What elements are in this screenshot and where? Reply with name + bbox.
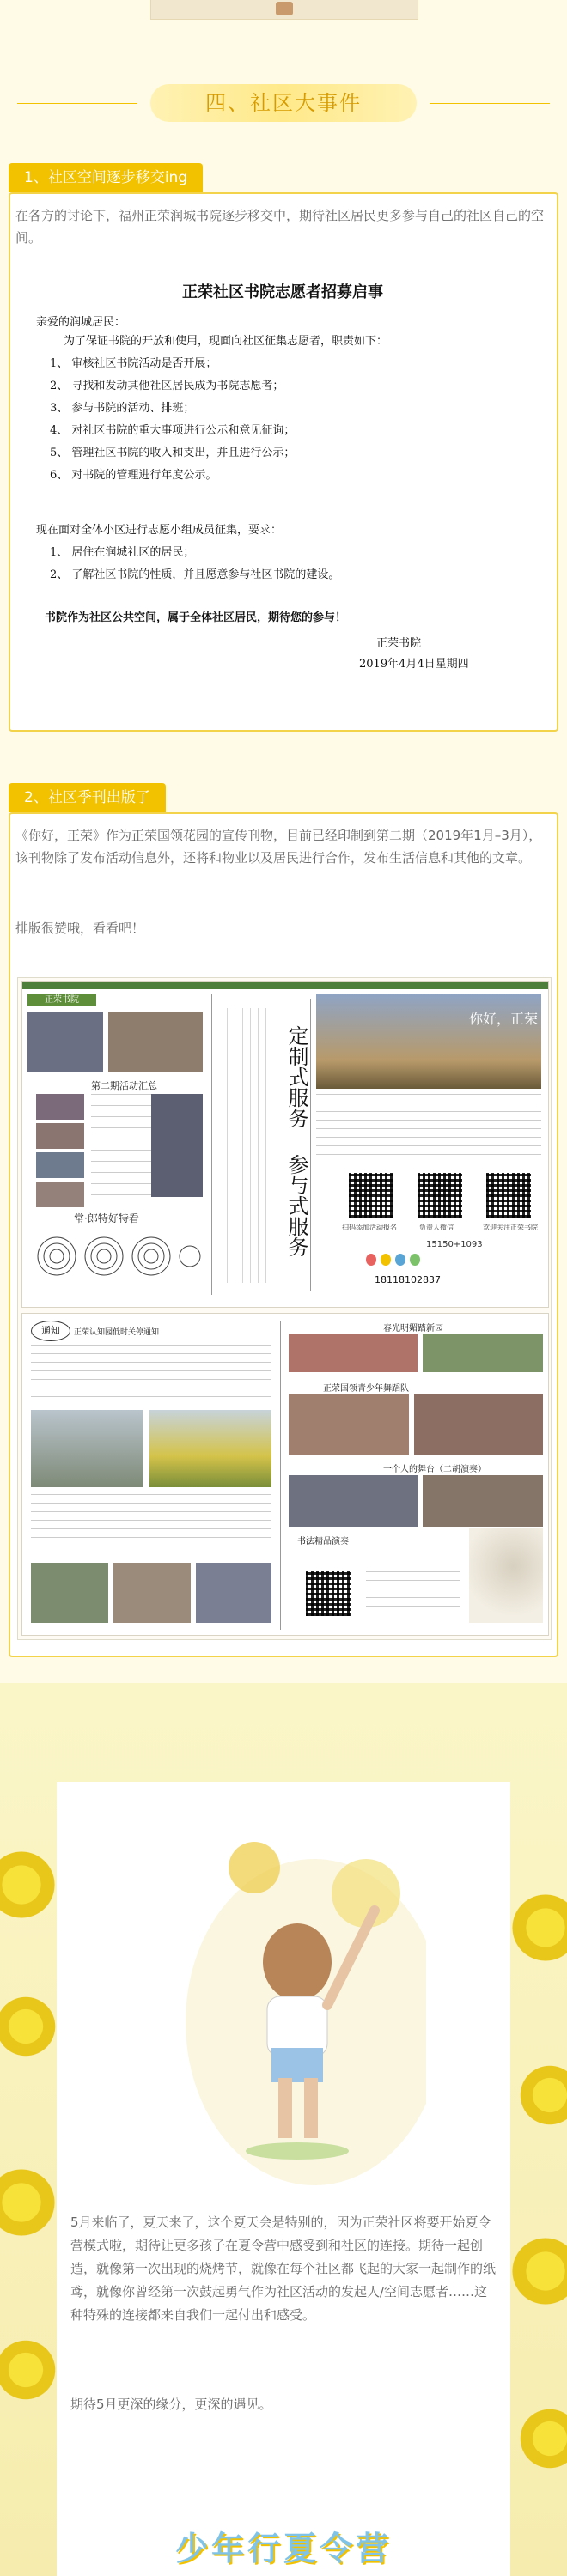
qr-code — [486, 1173, 531, 1218]
child-illustration — [143, 1816, 426, 2185]
image-fragment — [276, 2, 293, 15]
newsletter-photo — [423, 1475, 543, 1527]
intro-text-block — [316, 1094, 541, 1163]
notice-greeting: 亲爱的润城居民： — [36, 316, 126, 329]
newsletter-top-bar — [22, 982, 548, 989]
wishes-title: 常·郎特好特看 — [74, 1212, 139, 1224]
spiral-doodles — [31, 1226, 203, 1286]
notice-intro: 为了保证书院的开放和使用，现面向社区征集志愿者，职责如下： — [64, 335, 388, 348]
newsletter-photo — [289, 1475, 418, 1527]
rapeseed-photo — [149, 1410, 271, 1487]
header-divider-left — [17, 103, 137, 104]
activities-title: 第二期活动汇总 — [91, 1080, 157, 1091]
activity-thumb — [36, 1152, 84, 1178]
section-title: 四、社区大事件 — [150, 84, 417, 122]
section-header — [0, 77, 567, 129]
summer-camp-banner: 少年行夏令营 — [174, 2530, 392, 2567]
notice-duty: 3、 参与书院的活动、排班； — [50, 402, 195, 415]
reading-title: 一个人的舞台（二胡演奏） — [383, 1465, 486, 1474]
column-rule — [280, 1321, 281, 1630]
activity-thumb — [36, 1123, 84, 1149]
top-image-stub — [150, 0, 418, 20]
newsletter-photo — [151, 1094, 203, 1197]
vertical-title-2: 参与式服务 — [284, 1154, 308, 1257]
qr-code — [349, 1173, 393, 1218]
vertical-title-1: 定制式服务 — [284, 1025, 308, 1128]
qr-code — [306, 1571, 351, 1616]
sub2-paragraph: 《你好，正荣》作为正荣国领花园的宣传刊物，目前已经印制到第二期（2019年1月–3月），该刊物除了发布活动信息外，还将和物业以及居民进行合作，发布生活信息和其他的文章。 — [15, 828, 542, 866]
newsletter-photo — [113, 1563, 191, 1623]
notice-text-block — [31, 1345, 271, 1405]
notice-req: 2、 了解社区书院的性质，并且愿意参与社区书院的建设。 — [50, 568, 340, 581]
volunteer-notice — [15, 271, 550, 718]
subsection-tab-1: 1、社区空间逐步移交ing — [9, 163, 203, 192]
column-rule — [211, 994, 212, 1295]
qr-caption: 扫码添加活动报名 — [342, 1224, 397, 1231]
vertical-text-block — [220, 1008, 271, 1283]
activity-thumb — [36, 1094, 84, 1120]
notice-title: 正荣社区书院志愿者招募启事 — [182, 283, 383, 301]
newsletter-logo: 正荣书院 — [27, 994, 96, 1006]
phone-number-2: 15150+1093 — [426, 1240, 483, 1249]
newsletter-photo — [289, 1334, 418, 1372]
notice-req: 1、 居住在润城社区的居民； — [50, 546, 195, 559]
notice-duty: 4、 对社区书院的重大事项进行公示和意见征询； — [50, 424, 296, 437]
newsletter-photo — [289, 1394, 409, 1455]
notice-req-intro: 现在面对全体小区进行志愿小组成员征集，要求： — [36, 524, 283, 537]
newsletter-photo — [31, 1410, 143, 1487]
notice-duty: 6、 对书院的管理进行年度公示。 — [50, 469, 217, 482]
newsletter-photo — [108, 1012, 203, 1072]
balloons — [366, 1253, 469, 1265]
notice-date: 2019年4月4日星期四 — [359, 658, 469, 671]
books-title: 书法精品演奏 — [297, 1537, 349, 1546]
news-text-block — [31, 1494, 271, 1554]
subsection-tab-2: 2、社区季刊出版了 — [9, 783, 166, 812]
notice-duty: 1、 审核社区书院活动是否开展； — [50, 357, 217, 370]
notice-badge: 通知 — [31, 1321, 70, 1341]
dance-title: 正荣国领青少年舞蹈队 — [323, 1384, 409, 1394]
qr-code — [418, 1173, 462, 1218]
notice-duty: 5、 管理社区书院的收入和支出，并且进行公示； — [50, 447, 296, 459]
spring-title: 春光明媚踏新园 — [383, 1324, 443, 1334]
column-rule — [310, 999, 311, 1291]
newsletter-image — [17, 977, 552, 1640]
newsletter-spread-top — [21, 981, 549, 1308]
qr-text-block — [366, 1571, 460, 1614]
story-paragraph: 5月来临了，夏天来了，这个夏天会是特别的，因为正荣社区将要开始夏令营模式啦，期待让更多孩子在夏令营中感受到和社区的连接。期待一起创造，就像第一次出现的烧烤节，就像在每个社区都飞起的大家一起制作的纸鸢，就像你曾经第一次鼓起勇气作为社区活动的发起人/空间志愿者……这种特殊的连接都来自我们一起付出和感受。 — [70, 2215, 497, 2323]
newsletter-photo — [414, 1394, 543, 1455]
notice-closing: 书院作为社区公共空间，属于全体社区居民，期待您的参与！ — [45, 611, 347, 624]
newsletter-headline: 你好，正荣 — [469, 1011, 539, 1027]
phone-number: 18118102837 — [375, 1274, 441, 1285]
story-paragraph-2: 期待5月更深的缘分，更深的遇见。 — [70, 2397, 272, 2412]
notice-subtitle: 正荣认知园低时关停通知 — [74, 1328, 160, 1337]
subsection-card-1 — [9, 192, 558, 732]
subsection-card-2 — [9, 812, 558, 1657]
notice-signature: 正荣书院 — [376, 637, 422, 650]
qr-caption: 欢迎关注正荣书院 — [483, 1224, 538, 1231]
newsletter-photo — [31, 1563, 108, 1623]
qr-caption: 负责人微信 — [419, 1224, 454, 1231]
newsletter-spread-bottom — [21, 1313, 549, 1636]
sub1-paragraph: 在各方的讨论下，福州正荣润城书院逐步移交中，期待社区居民更多参与自己的社区自己的空间。 — [15, 208, 545, 246]
newsletter-photo — [196, 1563, 271, 1623]
ink-painting — [469, 1528, 543, 1623]
header-divider-right — [430, 103, 550, 104]
notice-duty: 2、 寻找和发动其他社区居民成为书院志愿者； — [50, 380, 284, 392]
activity-thumb — [36, 1182, 84, 1207]
sub2-paragraph-2: 排版很赞哦，看看吧！ — [15, 920, 145, 936]
newsletter-photo — [423, 1334, 543, 1372]
story-card — [57, 1782, 510, 2576]
newsletter-photo — [27, 1012, 103, 1072]
